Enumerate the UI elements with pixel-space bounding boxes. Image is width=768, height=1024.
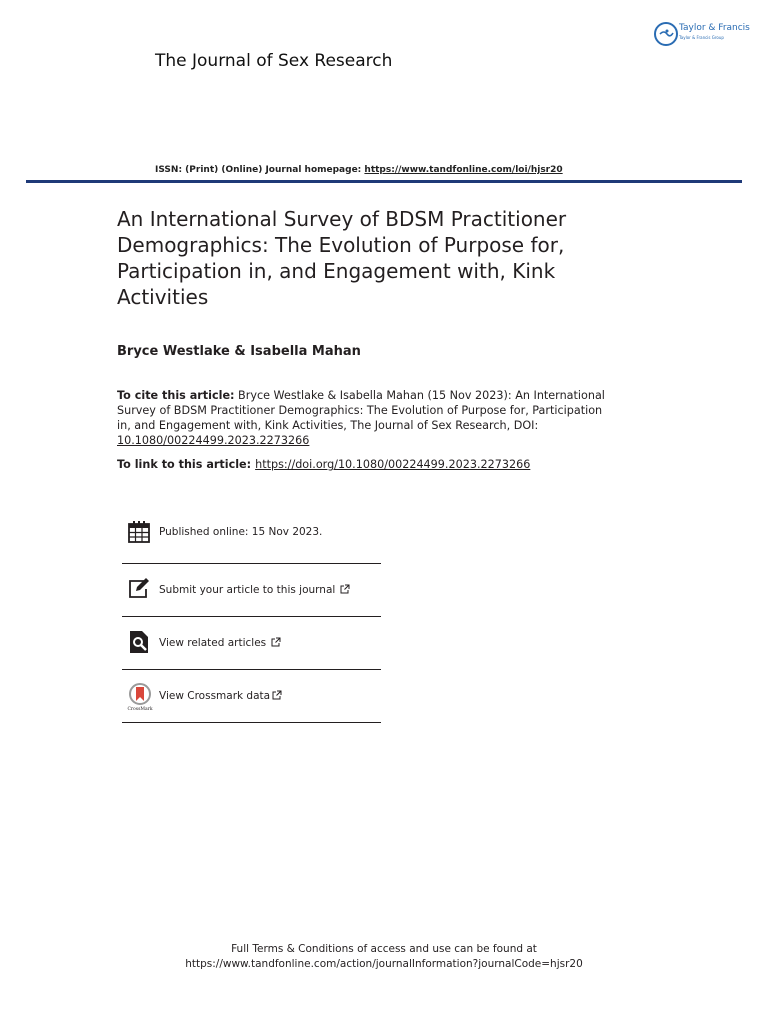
article-doi-link[interactable]: https://doi.org/10.1080/00224499.2023.2273266: [255, 458, 531, 471]
related-articles-link[interactable]: View related articles: [159, 637, 281, 649]
citation-text: Bryce Westlake & Isabella Mahan (15 Nov 2023): An International Survey of BDSM Practitioner Demographics: The Evolution of Purpose for, Participation in, and Engagement with, Kink Activities, The Journal of Sex Research, DOI:: [117, 389, 605, 432]
journal-title: The Journal of Sex Research: [155, 51, 393, 71]
published-date: Published online: 15 Nov 2023.: [159, 526, 323, 538]
citation-doi-link[interactable]: 10.1080/00224499.2023.2273266: [117, 434, 310, 447]
submit-article-row[interactable]: [122, 564, 381, 617]
published-row: [122, 505, 381, 564]
publisher-group: Taylor & Francis Group: [679, 35, 724, 40]
article-link-label: To link to this article:: [117, 458, 252, 471]
external-link-icon: [271, 637, 281, 647]
journal-homepage-link[interactable]: https://www.tandfonline.com/loi/hjsr20: [364, 165, 563, 175]
article-info-box: [122, 505, 381, 723]
citation-label: To cite this article:: [117, 389, 235, 402]
issn-label: ISSN: (Print) (Online) Journal homepage:: [155, 165, 365, 175]
edit-icon: [127, 577, 151, 601]
submit-article-link[interactable]: Submit your article to this journal: [159, 584, 350, 596]
issn-line: [155, 165, 563, 175]
external-link-icon: [340, 584, 350, 594]
crossmark-icon: [127, 683, 153, 711]
external-link-icon: [272, 690, 282, 700]
publisher-name: Taylor & Francis: [679, 23, 750, 33]
svg-text:CrossMark: CrossMark: [127, 707, 153, 711]
article-link-line: [117, 458, 530, 471]
footer-terms-text: Full Terms & Conditions of access and use can be found at: [231, 943, 537, 955]
publisher-logo: [652, 22, 752, 50]
publisher-logo-icon: [654, 22, 678, 46]
calendar-icon: [127, 520, 151, 544]
footer: [0, 942, 768, 972]
search-document-icon: [127, 630, 151, 654]
footer-terms-link[interactable]: https://www.tandfonline.com/action/journalInformation?journalCode=hjsr20: [185, 958, 583, 970]
related-articles-row[interactable]: [122, 617, 381, 670]
crossmark-link[interactable]: View Crossmark data: [159, 690, 282, 702]
citation-block: [117, 388, 617, 448]
header-divider: [26, 180, 742, 183]
article-title: An International Survey of BDSM Practitioner Demographics: The Evolution of Purpose for, Participation in, and Engagement with, Kink Activities: [117, 207, 567, 309]
crossmark-row[interactable]: [122, 670, 381, 723]
article-authors: Bryce Westlake & Isabella Mahan: [117, 344, 361, 359]
